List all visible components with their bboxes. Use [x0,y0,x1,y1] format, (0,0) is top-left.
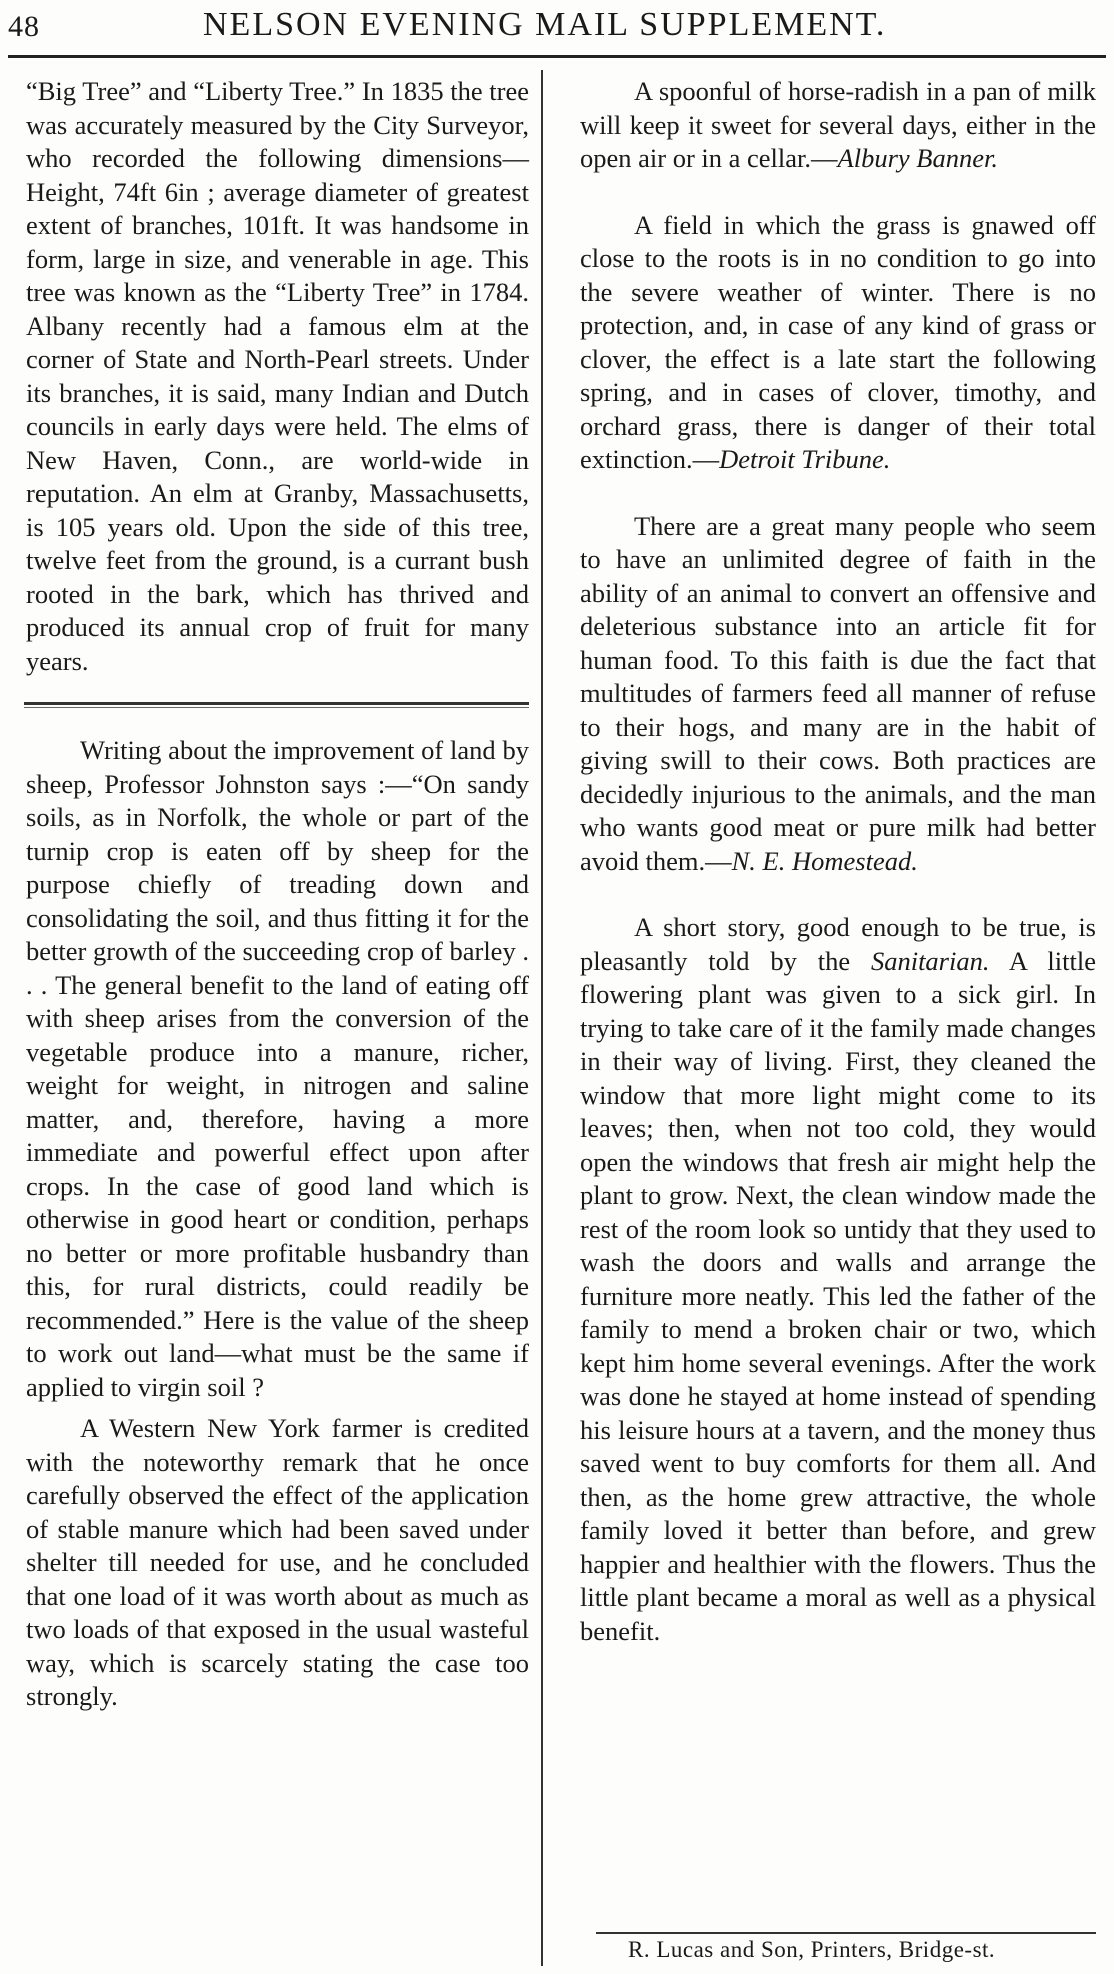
article-stable-manure: A Western New York farmer is credited with the noteworthy remark that he once carefully observed the effect of the application of stable manure which had been saved under shelter till needed for use, and he concluded that one load of it was worth about as much as two loads of that exposed in the usual wasteful way, which is scarcely stating the case too strongly. [26,1413,529,1711]
article-sheep-improvement: Writing about the improvement of land by sheep, Professor Johnston says :—“On sandy soils, as in Norfolk, the whole or part of the turnip crop is eaten off by sheep for the purpose chiefly of treading down and consolidating the soil, and thus fitting it for the better growth of the succeeding crop of barley . . . The general benefit to the land of eating off with sheep arises from the conversion of the vegetable produce into a manure, richer, weight for weight, in nitrogen and saline matter, and, therefore, having a more immediate and powerful effect upon after crops. In the case of good land which is otherwise in good heart or condition, perhaps no better or more profitable husbandry than this, for rural districts, could readily be recommended.” Here is the value of the sheep to work out land—what must be the same if applied to virgin soil ? [26,735,529,1402]
article-horse-radish-text: A spoonful of horse-radish in a pan of milk will keep it sweet for several days, either in the open air or in a cellar.— [580,76,1096,173]
article-gnawed-grass [580,209,1096,477]
right-column [580,75,1096,1964]
header-rule [8,55,1106,58]
section-divider-rule [24,702,529,708]
source-detroit-tribune: Detroit Tribune. [719,444,891,474]
source-albury-banner: Albury Banner. [837,143,998,173]
left-column [26,75,529,1964]
article-flowering-plant-body: A little flowering plant was given to a sick girl. In trying to take care of it the family made changes in their way of living. First, they cleaned the window that more light might come to its leaves; then, when not too cold, they would open the windows that fresh air might help the plant to grow. Next, the clean window made the rest of the room look so untidy that they used to wash the doors and walls and arrange the furniture more neatly. This led the father of the family to mend a broken chair or two, which kept him home several evenings. After the work was done he stayed at home instead of spending his leisure hours at a tavern, and the money thus saved went to buy comforts for them all. And then, as the home grew attractive, the whole family loved it better than before, and grew happier and healthier with the flowers. Thus the little plant became a moral as well as a physical benefit. [580,945,1096,1646]
article-flowering-plant-intro: A short story, good enough to be true, is pleasantly told by the [580,912,1096,976]
article-horse-radish [580,75,1096,176]
source-sanitarian: Sanitarian. [870,945,990,976]
article-flowering-plant [580,911,1096,1648]
column-divider [541,70,543,1966]
article-animal-faith [580,510,1096,879]
footer-rule [596,1932,1096,1934]
page-header [8,6,1106,52]
printer-imprint: R. Lucas and Son, Printers, Bridge-st. [628,1937,996,1962]
masthead-title: NELSON EVENING MAIL SUPPLEMENT. [203,6,887,43]
page-number: 48 [8,10,40,43]
article-animal-faith-text: There are a great many people who seem to have an unlimited degree of faith in the ability of an animal to convert an offensive and deleterious substance into an article fit for human food. To this faith is due the fact that multitudes of farmers feed all manner of refuse to their hogs, and many are in the habit of giving swill to their cows. Both practices are decidedly injurious to the animals, and the man who wants good meat or pure milk had better avoid them.— [580,510,1096,876]
article-gnawed-grass-text: A field in which the grass is gnawed off close to the roots is in no condition to go into the severe weather of winter. There is no protection, and, in case of any kind of grass or clover, the effect is a late start the following spring, and in cases of clover, timothy, and orchard grass, there is danger of their total extinction.— [580,209,1096,474]
source-ne-homestead: N. E. Homestead. [731,845,918,876]
article-liberty-tree: “Big Tree” and “Liberty Tree.” In 1835 the tree was accurately measured by the City Surveyor, who recorded the following dimensions—Height, 74ft 6in ; average diameter of greatest extent of branches, 101ft. It was handsome in form, large in size, and venerable in age. This tree was known as the “Liberty Tree” in 1784. Albany recently had a famous elm at the corner of State and North-Pearl streets. Under its branches, it is said, many Indian and Dutch councils in early days were held. The elms of New Haven, Conn., are world-wide in reputation. An elm at Granby, Massachusetts, is 105 years old. Upon the side of this tree, twelve feet from the ground, is a currant bush rooted in the bark, which has thrived and produced its annual crop of fruit for many years. [26,76,529,676]
